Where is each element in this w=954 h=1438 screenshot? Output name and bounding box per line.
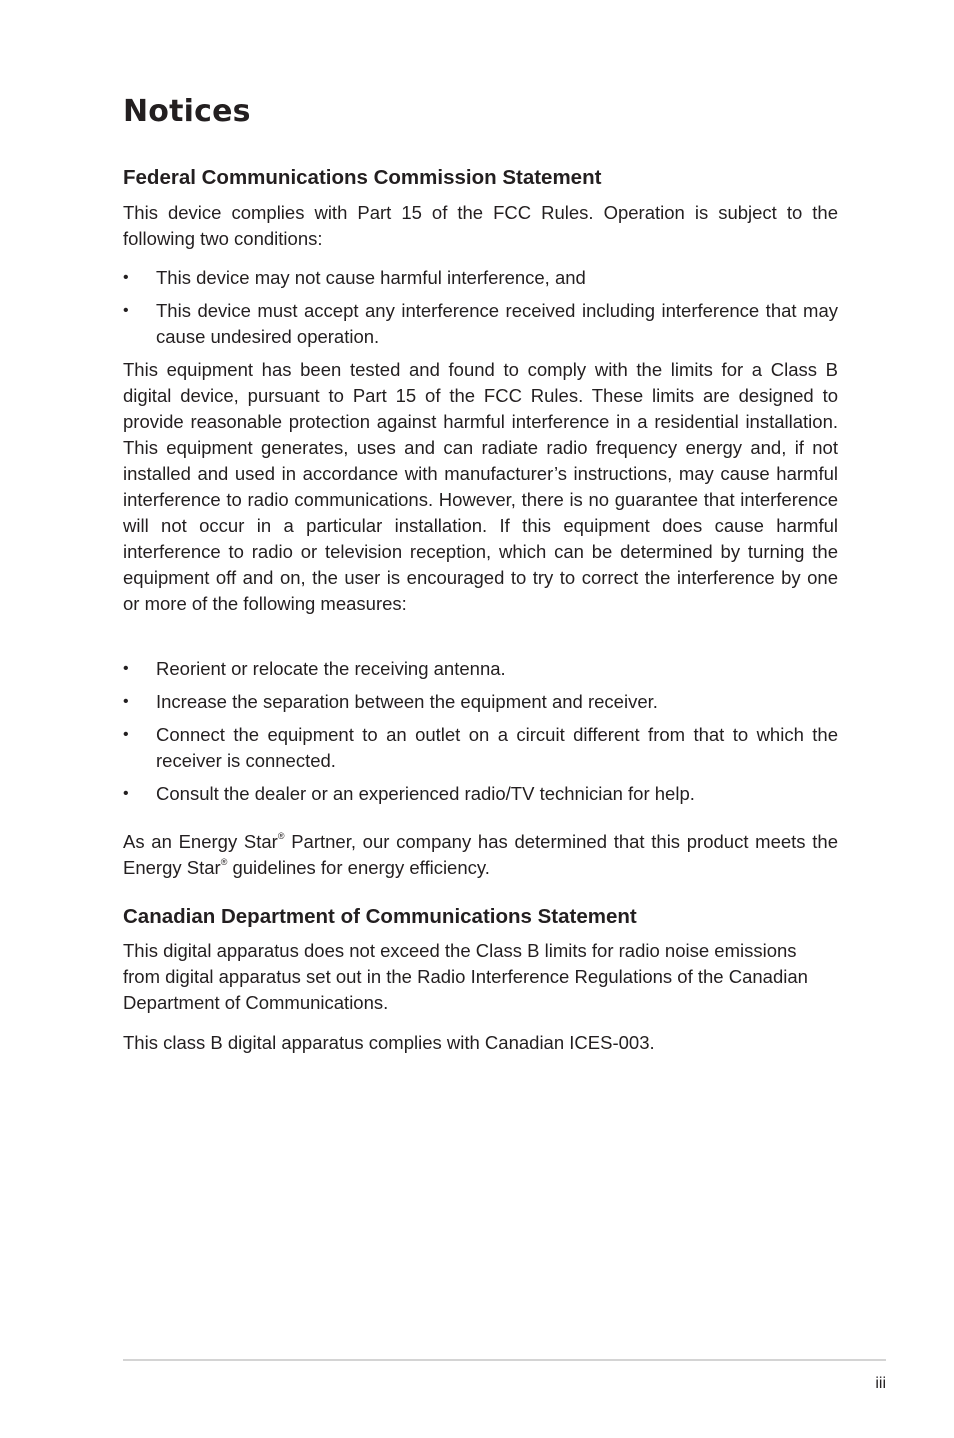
list-item-text: Reorient or relocate the receiving antenna. [156, 658, 506, 679]
bullet-icon: • [123, 693, 129, 710]
bullet-icon: • [123, 785, 129, 802]
fcc-measures-list [123, 656, 838, 807]
fcc-compliance-text: This equipment has been tested and found to comply with the limits for a Class B digital device, pursuant to Part 15 of the FCC Rules. These limits are designed to provide reasonable protection against harmful interference in a residential installation. This equipment generates, uses and can radiate radio frequency energy and, if not installed and used in accordance with manufacturer’s instructions, may cause harmful interference to radio communications. However, there is no guarantee that interference will not occur in a particular installation. If this equipment does cause harmful interference to radio or television reception, which can be determined by turning the equipment off and on, the user is encouraged to try to correct the interference by one or more of the following measures: [123, 359, 838, 614]
bullet-icon: • [123, 660, 129, 677]
fcc-conditions-list [123, 265, 838, 350]
canadian-statement: This digital apparatus does not exceed the Class B limits for radio noise emissions from digital apparatus set out in the Radio Interference Regulations of the Canadian Department of Communications. [123, 940, 808, 1013]
list-item-text: Connect the equipment to an outlet on a circuit different from that to which the receiver is connected. [156, 724, 838, 771]
list-item [123, 265, 838, 291]
energy-star-statement [123, 829, 838, 881]
registered-mark: ® [220, 857, 228, 867]
list-item-text: This device must accept any interference received including interference that may cause undesired operation. [156, 300, 838, 347]
bullet-icon: • [123, 726, 129, 743]
list-item [123, 656, 838, 682]
fcc-intro: This device complies with Part 15 of the FCC Rules. Operation is subject to the following two conditions: [123, 202, 838, 249]
page-number: iii [875, 1375, 886, 1392]
list-item-text: Consult the dealer or an experienced radio/TV technician for help. [156, 783, 695, 804]
page-title: Notices [123, 94, 251, 129]
list-item [123, 722, 838, 774]
footer-divider [123, 1359, 886, 1361]
canadian-heading: Canadian Department of Communications Statement [123, 905, 637, 928]
energy-star-text-1: As an Energy Star [123, 831, 278, 852]
list-item [123, 689, 838, 715]
list-item [123, 781, 838, 807]
registered-mark: ® [277, 831, 285, 841]
list-item-text: Increase the separation between the equipment and receiver. [156, 691, 658, 712]
list-item-text: This device may not cause harmful interference, and [156, 267, 586, 288]
canadian-ices-statement: This class B digital apparatus complies with Canadian ICES-003. [123, 1032, 655, 1053]
list-item [123, 298, 838, 350]
bullet-icon: • [123, 269, 129, 286]
energy-star-text-3: guidelines for energy efficiency. [227, 857, 490, 878]
energy-star-text-2: Partner, our company has determined that this product meets the Energy Star [123, 831, 838, 878]
fcc-heading: Federal Communications Commission Statement [123, 166, 602, 189]
bullet-icon: • [123, 302, 129, 319]
